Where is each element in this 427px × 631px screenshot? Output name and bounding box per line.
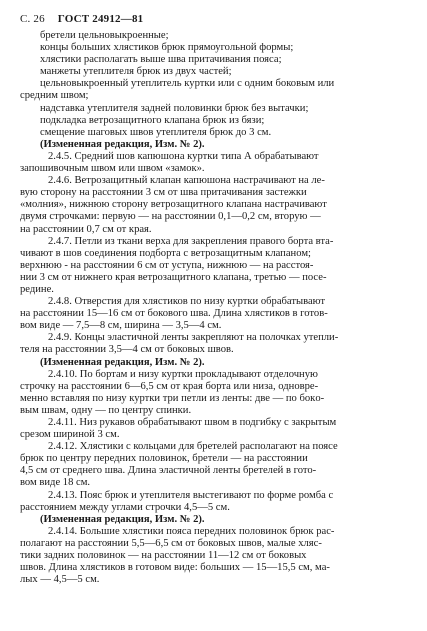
text-line: верхнюю - на расстоянии 6 см от уступа, нижнюю — на расстоя- (20, 259, 314, 271)
text-line: «молния», нижнюю сторону ветрозащитного клапана настрачивают (20, 199, 327, 211)
text-line: нии 3 см от нижнего края ветрозащитного клапана, третью — посе- (20, 271, 327, 283)
text-line: вом виде 18 см. (20, 477, 91, 489)
text-line: 2.4.6. Ветрозащитный клапан капюшона настрачивают на ле- (48, 175, 325, 187)
revision-note: (Измененная редакция, Изм. № 2). (40, 356, 205, 368)
page-number: С. 26 (20, 13, 45, 25)
text-line: бретели цельновыкроенные; (40, 30, 169, 41)
text-line: теля на расстоянии 3,5—4 см от боковых швов. (20, 344, 234, 356)
text-line: строчку на расстоянии 6—6,5 см от края борта или низа, одновре- (20, 380, 319, 392)
text-line: 2.4.9. Концы эластичной ленты закрепляют на полочках утепли- (48, 332, 339, 344)
text-line: расстоянием между углами строчки 4,5—5 см. (20, 501, 230, 513)
text-line: менно вставляя по низу куртки три петли из ленты: две — по бокo- (20, 392, 325, 404)
standard-code: ГОСТ 24912—81 (57, 13, 144, 25)
text-line: на расстоянии 0,7 см от края. (20, 223, 152, 235)
text-line: 2.4.10. По бортам и низу куртки прокладывают отделочную (48, 368, 318, 380)
text-line: двумя строчками: первую — на расстоянии 0,1—0,2 см, вторую — (20, 211, 321, 223)
revision-note: (Измененная редакция, Изм. № 2). (40, 138, 205, 150)
page-header (20, 13, 143, 25)
text-line: брюк по центру передних половинок, бретели — на расстоянии (20, 453, 308, 465)
text-line: чивают в шов соединения подборта с ветрозащитным клапаном; (20, 247, 311, 259)
text-line: 2.4.13. Пояс брюк и утеплителя выстегивают по форме ромба с (48, 489, 334, 501)
text-line: швов. Длина хлястиков в готовом виде: больших — 15—15,5 см, ма- (20, 562, 330, 574)
text-line: 2.4.12. Хлястики с кольцами для бретелей располагают на поясе (48, 441, 338, 453)
text-line: срезом шириной 3 см. (20, 429, 120, 441)
text-line: цельновыкроенный утеплитель куртки или с одним боковым или (40, 78, 335, 90)
text-line: вым швам, одну — по центру спинки. (20, 404, 192, 416)
text-line: лых — 4,5—5 см. (20, 574, 100, 586)
text-line: редине. (20, 283, 54, 295)
text-line: 2.4.11. Низ рукавов обрабатывают швом в подгибку с закрытым (48, 417, 337, 428)
text-line: полагают на расстоянии 5,5—6,5 см от боковых швов, малые хляс- (20, 537, 322, 549)
text-line: вом виде — 7,5—8 см, ширина — 3,5—4 см. (20, 320, 222, 332)
text-line: 2.4.7. Петли из ткани верха для закрепления правого борта вта- (48, 235, 334, 247)
text-line: надставка утеплителя задней половинки брюк без вытачки; (40, 102, 309, 114)
text-line: манжеты утеплителя брюк из двух частей; (40, 66, 232, 78)
text-line: запошивочным швом или швом «замок». (20, 163, 205, 175)
revision-note: (Измененная редакция, Изм. № 2). (40, 513, 205, 525)
text-line: 4,5 см от среднего шва. Длина эластичной ленты бретелей в гото- (20, 465, 317, 477)
text-line: концы больших хлястиков брюк прямоугольной формы; (40, 42, 294, 54)
text-line: вую сторону на расстоянии 3 см от шва притачивания застежки (20, 187, 307, 199)
text-line: средним швом; (20, 90, 89, 102)
text-line: 2.4.8. Отверстия для хлястиков по низу куртки обрабатывают (48, 296, 326, 308)
text-line: на расстоянии 15—16 см от бокового шва. Длина хлястиков в готов- (20, 308, 328, 320)
text-line: 2.4.14. Большие хлястики пояса передних половинок брюк рас- (48, 525, 335, 537)
text-line: смещение шаговых швов утеплителя брюк до 3 см. (40, 126, 272, 138)
text-line: тики задних половинок — на расстоянии 11—12 см от боковых (20, 550, 307, 562)
text-line: хлястики располагать выше шва притачивания пояса; (40, 54, 282, 66)
document-body (20, 30, 410, 586)
text-line: 2.4.5. Средний шов капюшона куртки типа А обрабатывают (48, 150, 319, 162)
text-line: подкладка ветрозащитного клапана брюк из бязи; (40, 114, 265, 126)
